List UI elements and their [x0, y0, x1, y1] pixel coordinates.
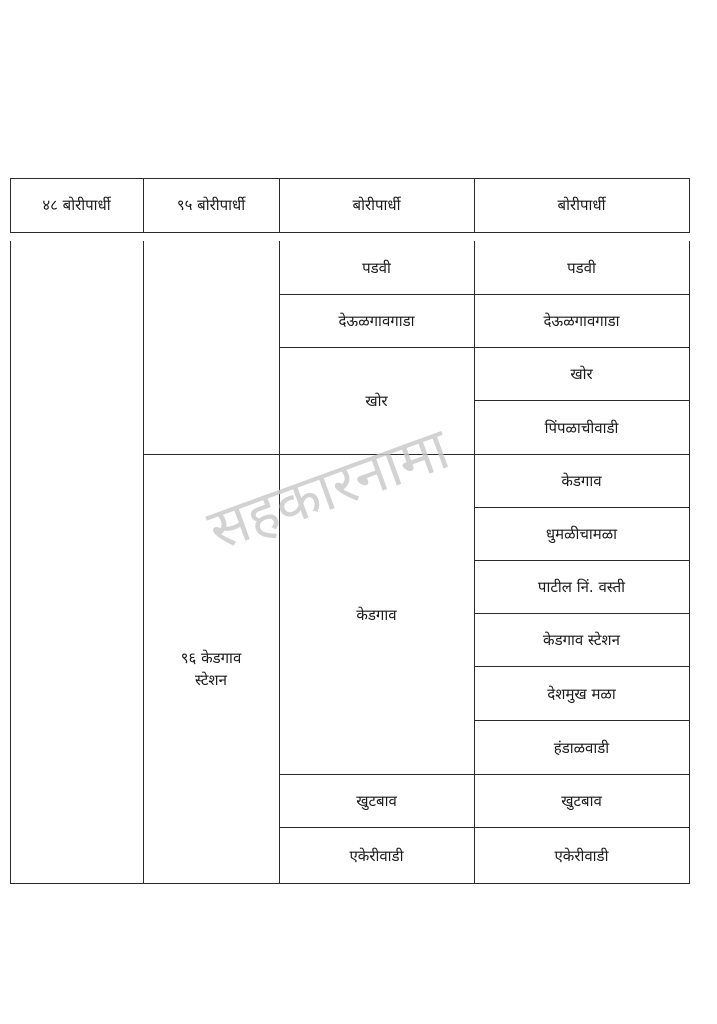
header-divider [689, 178, 690, 233]
group-label-96: ९६ केडगाव स्टेशन [180, 649, 242, 689]
hamlet-cell: पडवी [567, 258, 596, 277]
village-cell: खोर [365, 392, 388, 410]
hamlet-cell: एकेरीवाडी [554, 846, 609, 865]
hamlet-cell: पाटील निं. वस्ती [537, 578, 626, 596]
header-cell-1: ४८ बोरीपार्धी [42, 196, 111, 214]
header-cell-4: बोरीपार्धी [557, 196, 606, 214]
hamlet-cell: हंडाळवाडी [553, 738, 610, 757]
hamlet-cell: खोर [570, 365, 593, 383]
village-cell: देऊळगावगाडा [338, 312, 415, 330]
watermark: सहकारनामा [199, 414, 458, 564]
body-divider [10, 241, 11, 884]
hamlet-cell: पिंपळाचीवाडी [544, 418, 619, 437]
body-divider [689, 241, 690, 884]
table-bottom-border [10, 883, 690, 884]
village-cell: एकेरीवाडी [349, 846, 404, 865]
hamlet-cell: केडगाव [561, 472, 602, 490]
hamlet-cell: धुमळीचामळा [545, 525, 618, 543]
hamlet-cell: खुटबाव [561, 792, 602, 810]
header-cell-2: ९५ बोरीपार्धी [176, 196, 246, 214]
hamlet-cell: केडगाव स्टेशन [543, 631, 620, 649]
header-cell-3: बोरीपार्धी [352, 196, 401, 214]
header-bottom-border [10, 232, 690, 233]
hamlet-cell: देशमुख मळा [547, 684, 616, 703]
village-cell: केडगाव [356, 605, 397, 624]
hamlet-cell: देऊळगावगाडा [543, 312, 620, 330]
village-cell: पडवी [362, 258, 391, 277]
village-cell: खुटबाव [356, 792, 397, 810]
